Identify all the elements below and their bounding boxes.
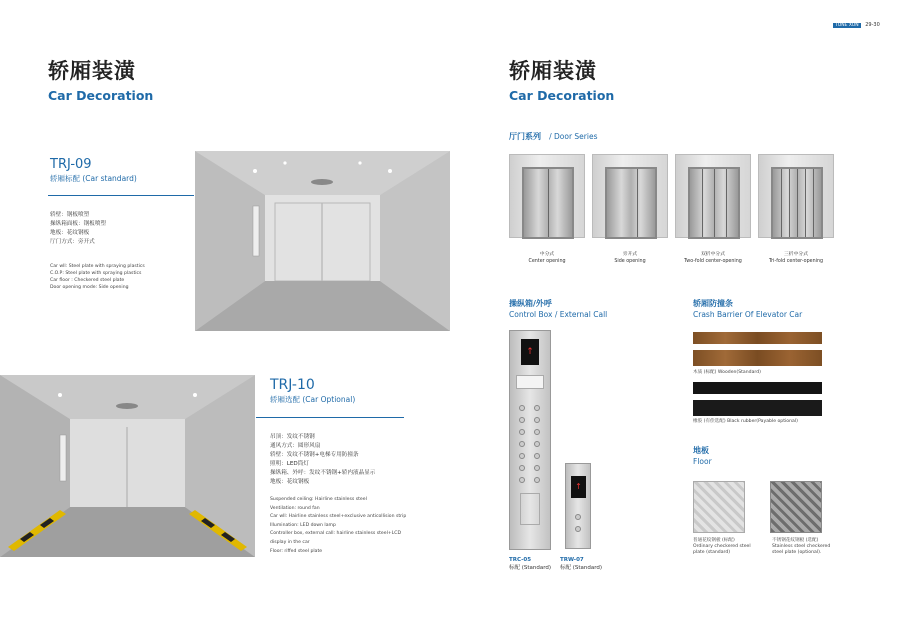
door-caption-cn: 三折中分式 bbox=[784, 252, 808, 257]
crash-barrier-heading-cn: 轿厢防撞条 bbox=[693, 299, 733, 308]
door-center-opening-image bbox=[509, 154, 585, 238]
door-caption bbox=[675, 252, 751, 265]
rubber-caption: 橡胶 (有偿选配) Black rubber(Payable optional) bbox=[693, 419, 798, 424]
door-caption-en: Center opening bbox=[528, 258, 566, 264]
trw07-model: TRW-07 bbox=[560, 557, 584, 563]
control-box-heading-en: Control Box / External Call bbox=[509, 310, 608, 319]
door-caption-cn: 中分式 bbox=[539, 252, 555, 257]
ordinary-floor-caption bbox=[693, 538, 768, 556]
trw07-panel-image bbox=[565, 463, 591, 549]
spec-line: Door opening mode: Side opening bbox=[50, 285, 129, 290]
spec-line: 操纵箱、外呼：发纹不锈钢+轿内液晶显示 bbox=[270, 470, 376, 476]
door-two-fold-image bbox=[675, 154, 751, 238]
floor-caption-cn: 普通花纹钢板 (标配) bbox=[693, 538, 735, 543]
left-title-cn: 轿厢装潢 bbox=[48, 59, 136, 83]
spec-line: 厅门方式：旁开式 bbox=[50, 239, 95, 245]
display-screen: ↑ bbox=[521, 339, 539, 365]
spec-line: 地板：花纹钢板 bbox=[270, 479, 310, 485]
display-screen: ↑ bbox=[571, 476, 586, 498]
door-caption-cn: 双折中分式 bbox=[701, 252, 725, 257]
trj10-specs-en bbox=[270, 496, 420, 556]
trw07-label: 标配 (Standard) bbox=[560, 565, 603, 571]
rubber-strip-1 bbox=[693, 382, 822, 394]
spec-line: 操纵箱面板：钢板喷塑 bbox=[50, 221, 106, 227]
door-series-cn: 厅门系列 bbox=[509, 132, 541, 141]
page-range: 29-30 bbox=[865, 22, 880, 28]
spec-line: Ventilation: round fan bbox=[270, 505, 320, 511]
trj09-sub: 轿厢标配 (Car standard) bbox=[50, 174, 137, 183]
crash-barrier-heading-en: Crash Barrier Of Elevator Car bbox=[693, 310, 803, 319]
trc05-caption bbox=[509, 556, 551, 572]
door-caption bbox=[592, 252, 668, 265]
right-title-cn: 轿厢装潢 bbox=[509, 59, 597, 83]
door-caption-en: Two-fold center-opening bbox=[684, 258, 742, 264]
spec-line: Car floor : Checkered steel plate bbox=[50, 278, 125, 283]
trj10-specs-cn bbox=[270, 433, 420, 487]
floor-heading-cn: 地板 bbox=[693, 446, 709, 455]
spec-line: Car wll: Hairline stainless steel+exclusive anticollision strip bbox=[270, 514, 407, 520]
trj10-car-image bbox=[0, 375, 255, 557]
ordinary-floor-image bbox=[693, 481, 745, 533]
floor-caption-en: steel plate (optional). bbox=[772, 550, 822, 555]
trj09-rule bbox=[48, 195, 194, 196]
trc05-label: 标配 (Standard) bbox=[509, 565, 552, 571]
wooden-strip-1 bbox=[693, 332, 822, 344]
door-caption-en: Side opening bbox=[614, 258, 646, 264]
trj09-specs-cn bbox=[50, 211, 190, 247]
brand-badge: TONE XON bbox=[835, 23, 859, 28]
door-caption bbox=[509, 252, 585, 265]
trj10-model: TRJ-10 bbox=[270, 377, 315, 393]
spec-line: Floor: riffed steel plate bbox=[270, 548, 323, 554]
stainless-floor-image bbox=[770, 481, 822, 533]
spec-line: 轿壁：发纹不锈钢+电梯专用防撞条 bbox=[270, 452, 359, 458]
floor-heading-en: Floor bbox=[693, 457, 712, 466]
spec-line: 吊顶：发纹不锈钢 bbox=[270, 434, 315, 440]
door-caption bbox=[758, 252, 834, 265]
trj09-specs-en bbox=[50, 263, 195, 291]
floor-caption-en: Ordinary checkered steel bbox=[693, 544, 751, 549]
wooden-strip-2 bbox=[693, 350, 822, 366]
spec-line: 轿壁：钢板喷塑 bbox=[50, 212, 90, 218]
floor-caption-en: plate (standard) bbox=[693, 550, 731, 555]
spec-line: 通风方式：圆形风扇 bbox=[270, 443, 321, 449]
wooden-caption: 木质 (标配) Wooden(Standard) bbox=[693, 370, 761, 375]
spec-line: Controller box, external call: hairline stainless steel+LCD bbox=[270, 531, 402, 537]
trj09-car-image bbox=[195, 151, 450, 331]
spec-line: C.O.P: Steel plate with spraying plastics bbox=[50, 271, 142, 276]
floor-caption-en: Stainless steel checkered bbox=[772, 544, 831, 549]
spec-line: Suspended ceiling: Hairline stainless steel bbox=[270, 497, 367, 502]
page-number bbox=[833, 22, 880, 28]
trc05-model: TRC-05 bbox=[509, 557, 532, 563]
door-series-en: / Door Series bbox=[549, 132, 598, 141]
rubber-strip-2 bbox=[693, 400, 822, 416]
control-box-heading-cn: 操纵箱/外呼 bbox=[509, 299, 552, 308]
trj10-rule bbox=[256, 417, 404, 418]
floor-caption-cn: 不锈钢花纹钢板 (选配) bbox=[772, 538, 819, 543]
door-tri-fold-image bbox=[758, 154, 834, 238]
stainless-floor-caption bbox=[772, 538, 847, 556]
trc05-panel-image bbox=[509, 330, 551, 550]
spec-line: Car wll: Steel plate with spraying plastics bbox=[50, 264, 145, 269]
trj09-model: TRJ-09 bbox=[50, 157, 92, 172]
door-series-heading bbox=[509, 124, 598, 143]
spec-line: 照明：LED筒灯 bbox=[270, 461, 309, 467]
trw07-caption bbox=[560, 556, 602, 572]
door-caption-en: Tri-fold center-opening bbox=[768, 258, 824, 264]
spec-line: Illumination: LED down lamp bbox=[270, 522, 336, 528]
right-title-en: Car Decoration bbox=[509, 88, 615, 103]
spec-line: 地板：花纹钢板 bbox=[50, 230, 90, 236]
door-caption-cn: 旁开式 bbox=[622, 252, 638, 257]
trj10-sub: 轿厢选配 (Car Optional) bbox=[270, 395, 356, 404]
left-title-en: Car Decoration bbox=[48, 88, 154, 103]
spec-line: display in the car bbox=[270, 539, 310, 545]
door-side-opening-image bbox=[592, 154, 668, 238]
